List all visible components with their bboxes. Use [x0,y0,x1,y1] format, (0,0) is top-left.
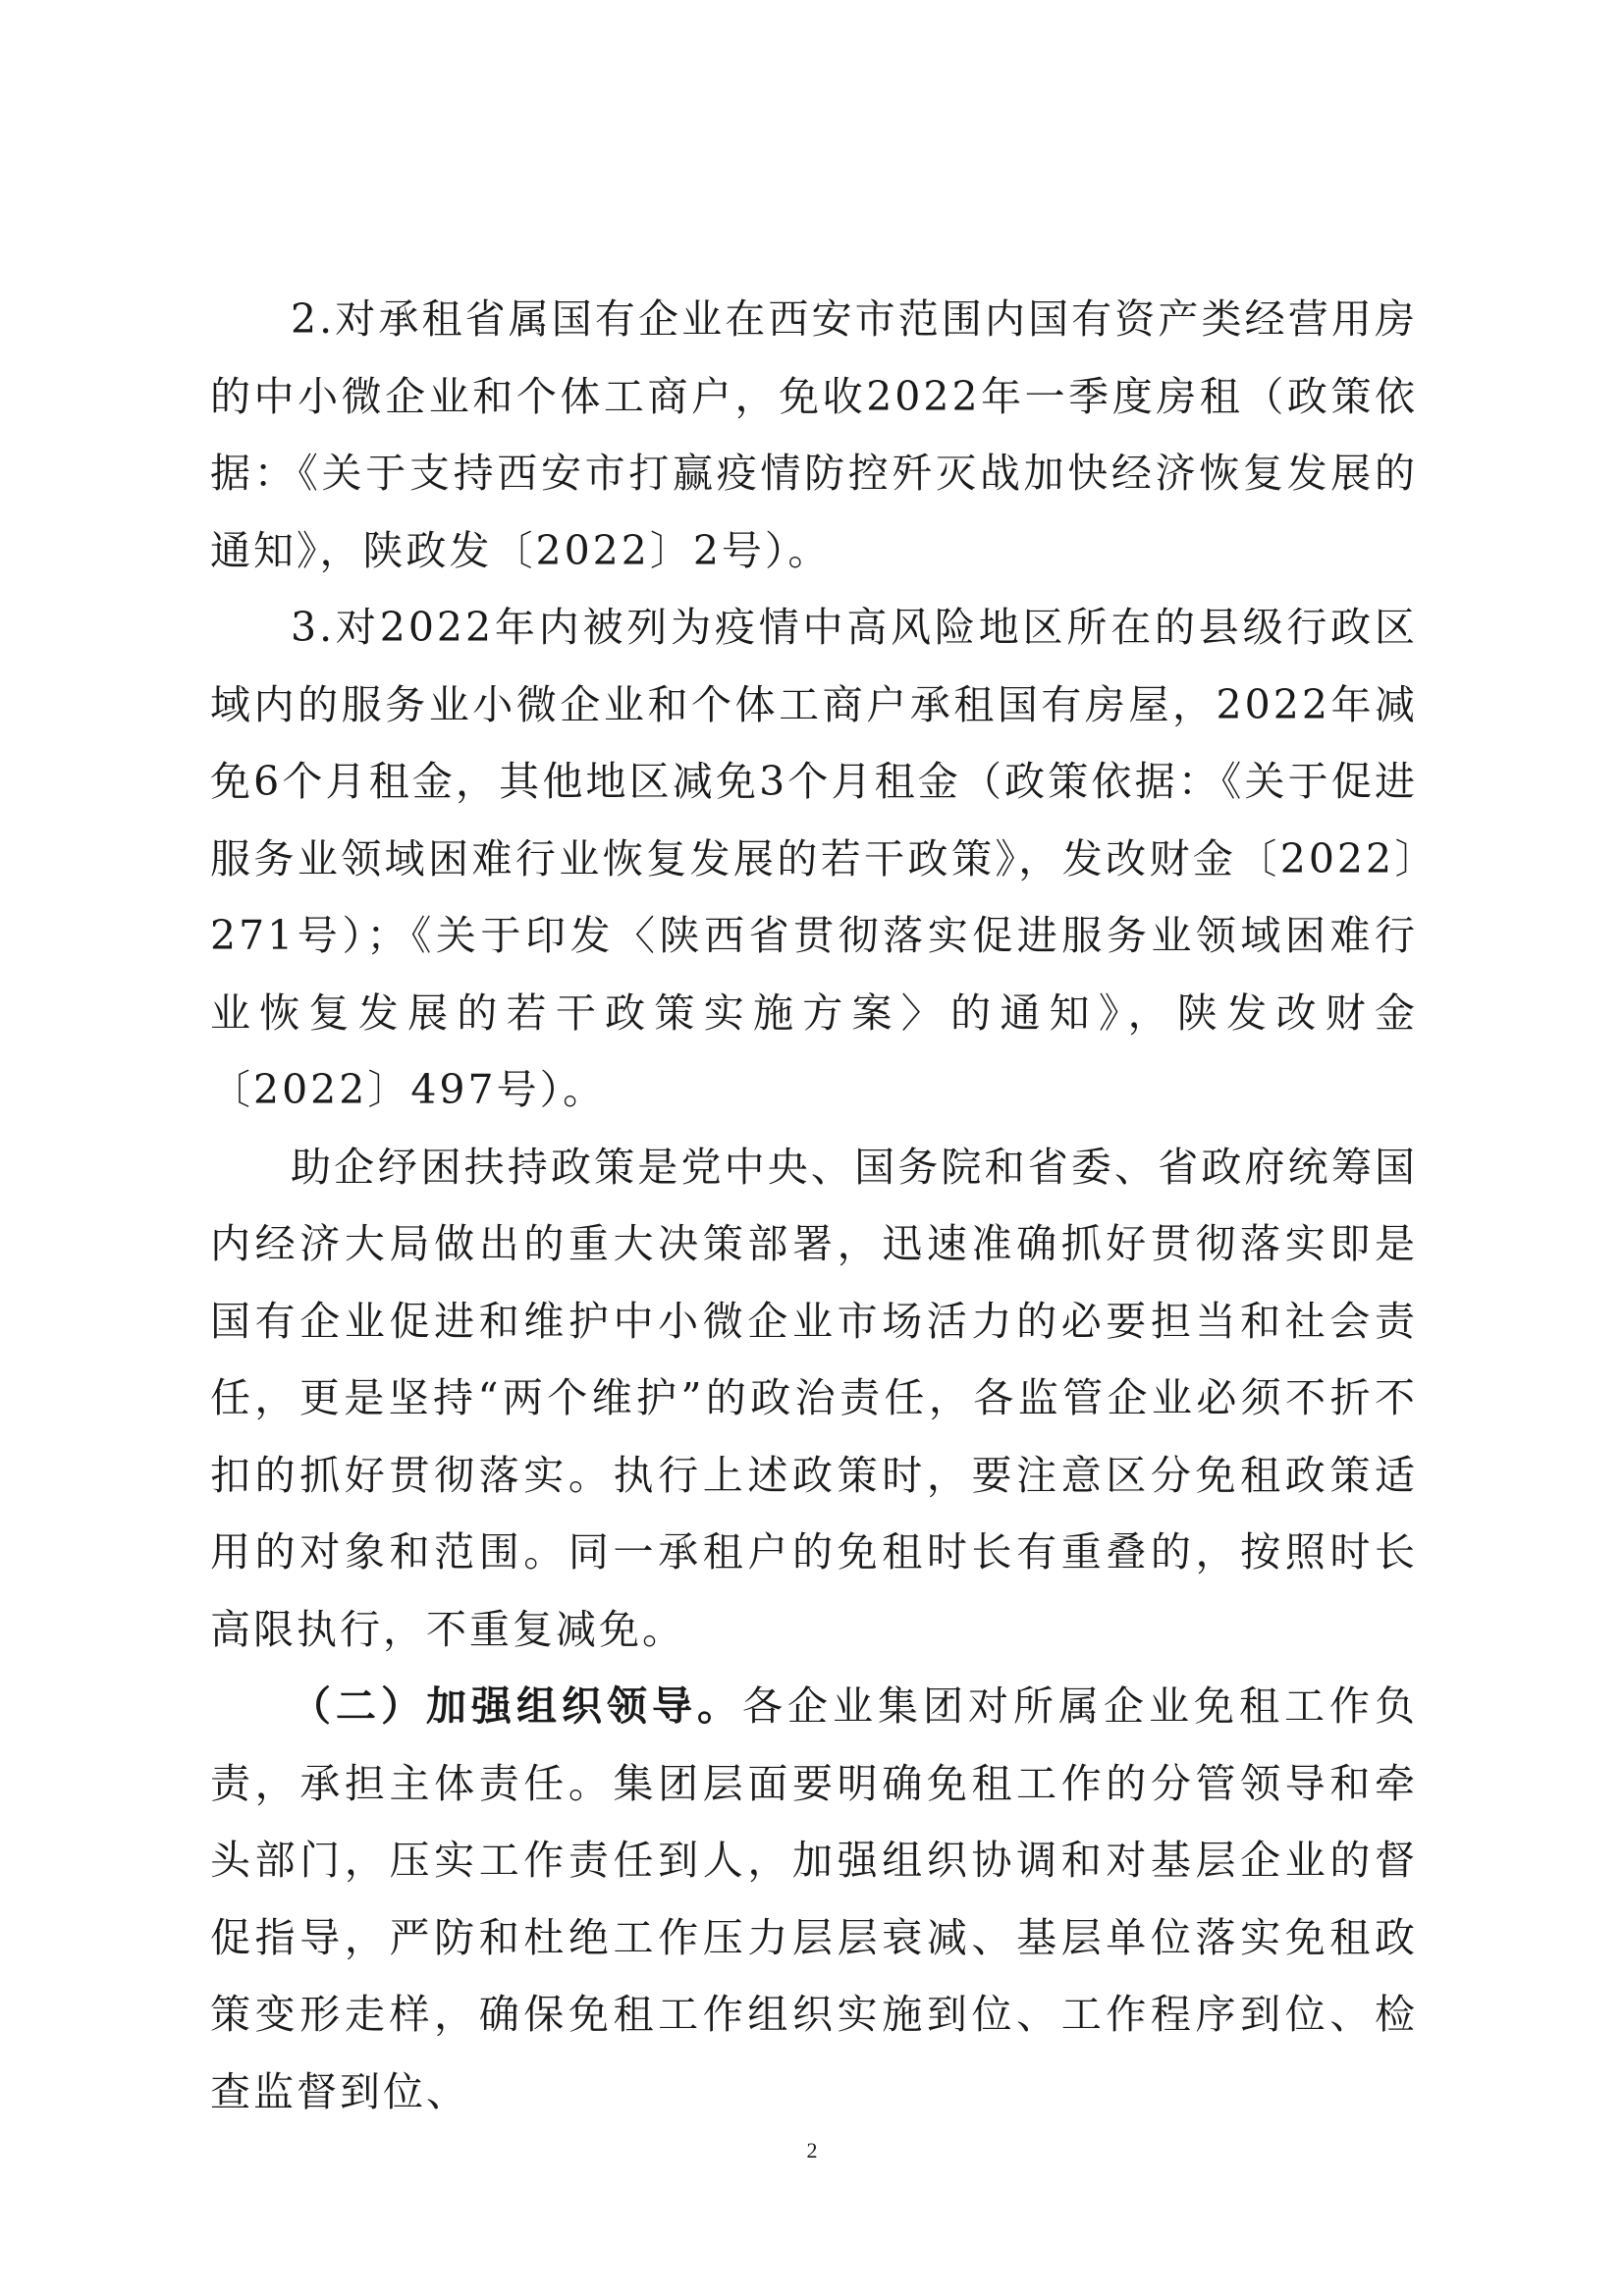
paragraph-text: 助企纾困扶持政策是党中央、国务院和省委、省政府统筹国内经济大局做出的重大决策部署，迅速准确抓好贯彻落实即是国有企业促进和维护中小微企业市场活力的必要担当和社会责任，更是坚持“两个维护”的政治责任，各监管企业必须不折不扣的抓好贯彻落实。执行上述政策时，要注意区分免租政策适用的对象和范围。同一承租户的免租时长有重叠的，按照时长高限执行，不重复减免。 [210,1143,1418,1653]
paragraph-item-3 [210,589,1418,1129]
paragraph-text: 3.对2022年内被列为疫情中高风险地区所在的县级行政区域内的服务业小微企业和个体工商户承租国有房屋，2022年减免6个月租金，其他地区减免3个月租金（政策依据：《关于促进服务业领域困难行业恢复发展的若干政策》，发改财金〔2022〕271号）；《关于印发〈陕西省贯彻落实促进服务业领域困难行业恢复发展的若干政策实施方案〉的通知》，陕发改财金〔2022〕497号）。 [210,604,1418,1113]
paragraph-text: 各企业集团对所属企业免租工作负责，承担主体责任。集团层面要明确免租工作的分管领导和牵头部门，压实工作责任到人，加强组织协调和对基层企业的督促指导，严防和杜绝工作压力层层衰减、基层单位落实免租政策变形走样，确保免租工作组织实施到位、工作程序到位、检查监督到位、 [210,1682,1418,2115]
page-number: 2 [806,2138,818,2163]
paragraph-policy-implementation [210,1129,1418,1669]
body-text [210,281,1418,2130]
paragraph-item-2 [210,281,1418,589]
paragraph-text: 2.对承租省属国有企业在西安市范围内国有资产类经营用房的中小微企业和个体工商户，免收2022年一季度房租（政策依据：《关于支持西安市打赢疫情防控歼灭战加快经济恢复发展的通知》，陕政发〔2022〕2号）。 [210,295,1418,574]
paragraph-organization-leadership [210,1668,1418,2130]
section-heading: （二）加强组织领导。 [291,1682,742,1730]
